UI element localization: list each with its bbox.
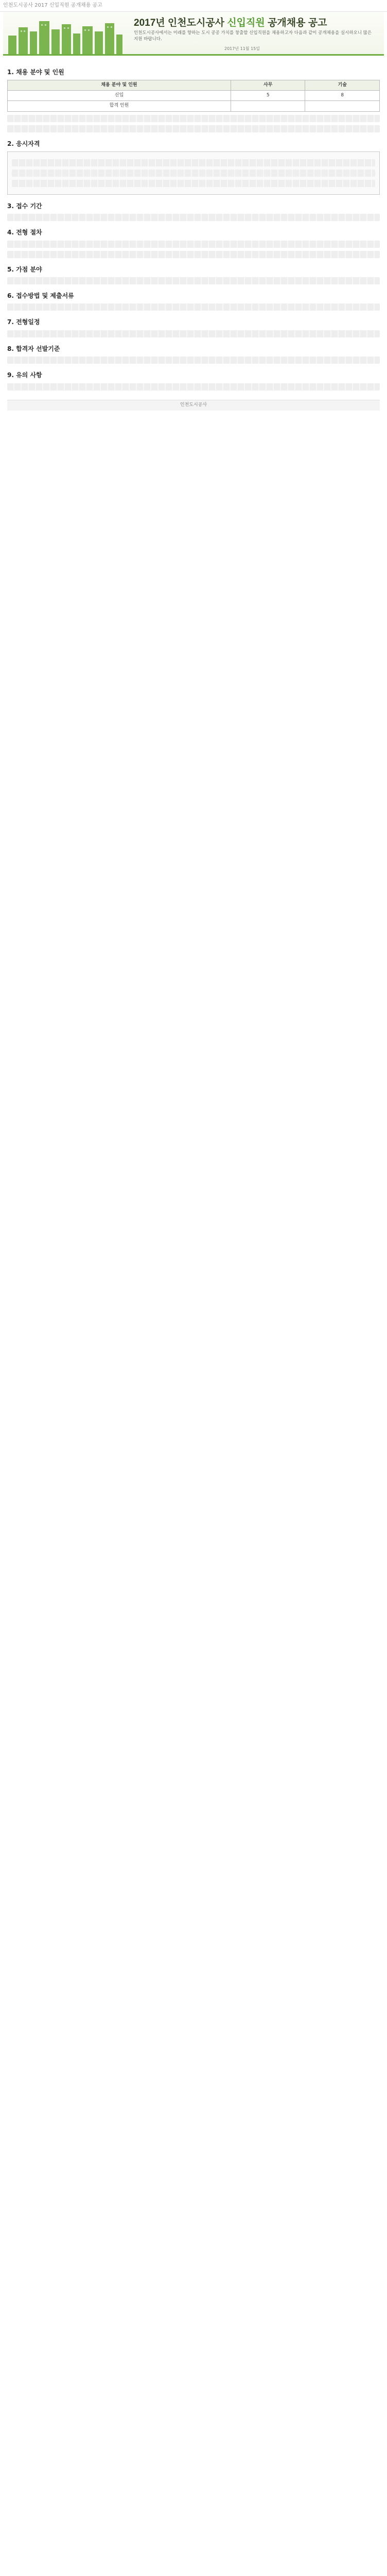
- placeholder-row: [7, 214, 380, 221]
- eligibility-box: [7, 151, 380, 195]
- placeholder-row: [7, 277, 380, 284]
- section-heading-8: 8. 합격자 선발기준: [7, 345, 60, 352]
- section-heading-7: 7. 전형일정: [7, 318, 40, 326]
- table-cell: 합격 인원: [8, 101, 231, 111]
- page-title: [134, 16, 327, 30]
- placeholder-row: [12, 159, 375, 166]
- page-footer: [7, 400, 380, 411]
- section-heading-9: 9. 유의 사항: [7, 371, 42, 379]
- table-cell: [305, 101, 380, 111]
- table-header: 채용 분야 및 인원: [8, 80, 231, 91]
- table-cell: [231, 101, 305, 111]
- title-year: 2017년: [134, 18, 165, 28]
- placeholder-row: [7, 357, 380, 364]
- banner-intro: 인천도시공사에서는 미래를 향하는 도시 공공 가치를 창출할 신입직원을 채용하고자 다음과 같이 공개채용을 실시하오니 많은 지원 바랍니다.: [134, 30, 372, 42]
- title-org: 인천도시공사: [167, 18, 225, 28]
- table-cell: 신입: [8, 91, 231, 101]
- city-skyline-icon: [6, 16, 125, 54]
- breadcrumb: [0, 0, 387, 12]
- table-cell: 8: [305, 91, 380, 101]
- title-tail: 공개채용 공고: [268, 18, 327, 28]
- placeholder-row: [12, 170, 375, 177]
- footer-text: 인천도시공사: [180, 402, 207, 408]
- table-row: [8, 101, 380, 111]
- section-heading-3: 3. 접수 기간: [7, 202, 42, 210]
- banner-date: 2017년 11월 15일: [224, 46, 260, 51]
- table-header: 사무: [231, 80, 305, 91]
- placeholder-row: [7, 330, 380, 337]
- breadcrumb-text: 인천도시공사 2017 신입직원 공개채용 공고: [3, 2, 102, 8]
- section-heading-2: 2. 응시자격: [7, 140, 40, 147]
- table-row: [8, 91, 380, 101]
- table-cell: 5: [231, 91, 305, 101]
- placeholder-row: [7, 303, 380, 311]
- section-heading-5: 5. 가점 분야: [7, 265, 42, 273]
- placeholder-row: [7, 241, 380, 248]
- placeholder-row: [12, 180, 375, 187]
- notice-body: [0, 56, 387, 411]
- placeholder-row: [7, 115, 380, 122]
- section-heading-4: 4. 전형 절차: [7, 229, 42, 236]
- placeholder-row: [7, 251, 380, 258]
- placeholder-row: [7, 383, 380, 391]
- section-heading-6: 6. 접수방법 및 제출서류: [7, 292, 74, 300]
- recruit-table: [7, 80, 380, 111]
- table-header: 기술: [305, 80, 380, 91]
- section-heading-1: 1. 채용 분야 및 인원: [7, 69, 64, 76]
- title-accent: 신입직원: [227, 18, 265, 28]
- placeholder-row: [7, 125, 380, 132]
- hero-banner: [3, 12, 384, 56]
